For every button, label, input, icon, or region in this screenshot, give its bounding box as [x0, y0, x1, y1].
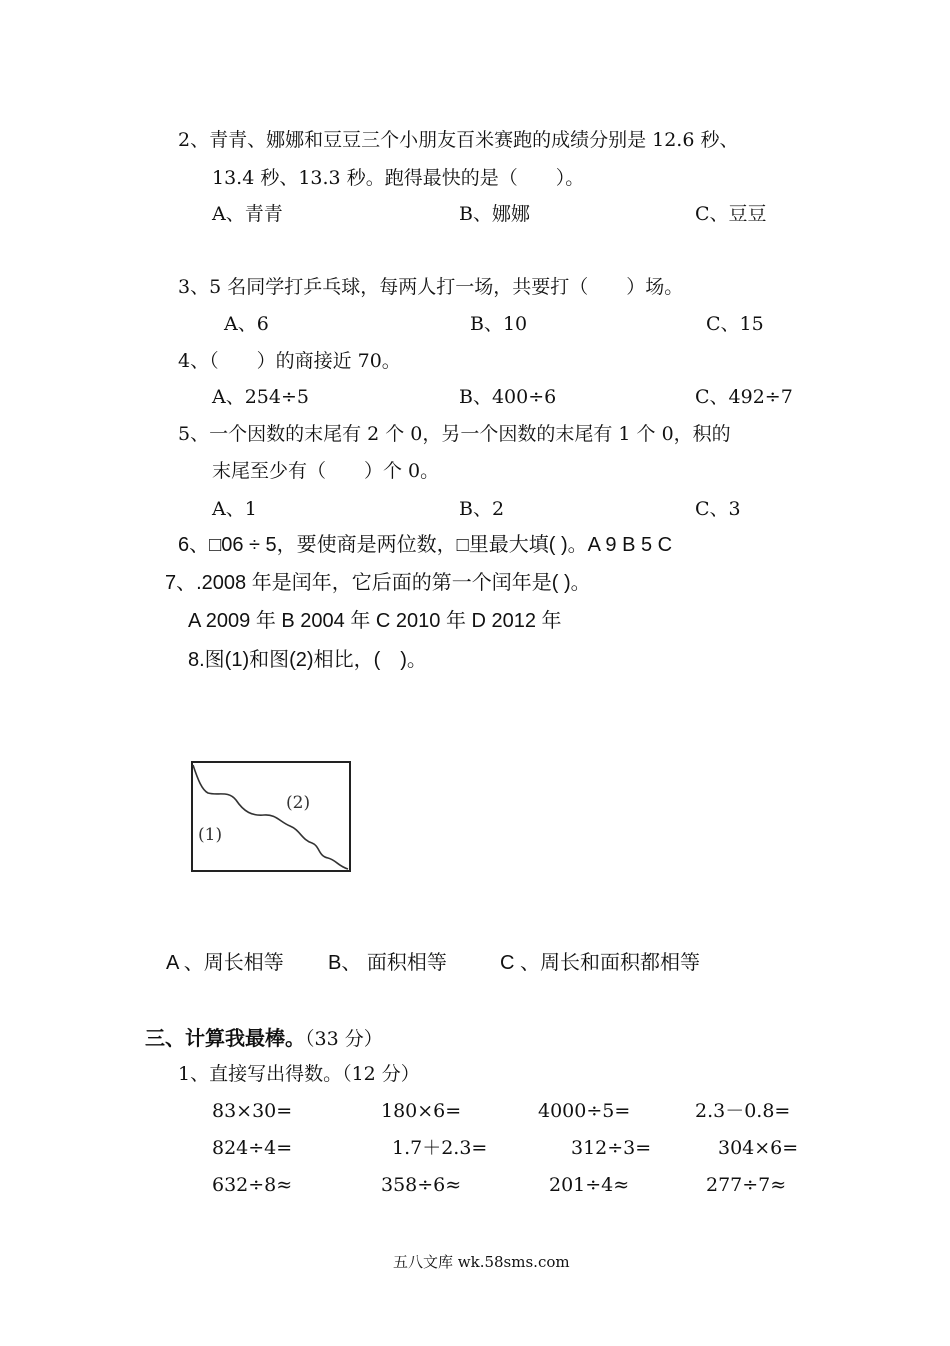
q8-option-b: B、 面积相等 — [328, 952, 447, 974]
calc-item: 201÷4≈ — [549, 1174, 630, 1196]
section3-sub1: 1、直接写出得数。（12 分） — [178, 1063, 420, 1085]
figure-border — [192, 762, 350, 871]
q2-option-b: B、娜娜 — [459, 203, 530, 225]
q5-stem-line1: 5、一个因数的末尾有 2 个 0，另一个因数的末尾有 1 个 0，积的 — [178, 423, 731, 445]
section3-title: 三、计算我最棒。 — [145, 1026, 305, 1050]
q4-option-b: B、400÷6 — [459, 386, 557, 408]
calc-item: 358÷6≈ — [381, 1174, 462, 1196]
q8-stem: 8.图(1)和图(2)相比，( )。 — [188, 649, 427, 671]
calc-item: 824÷4= — [212, 1137, 293, 1159]
q5-option-a: A、1 — [212, 498, 257, 520]
q8-option-a: A 、周长相等 — [166, 952, 284, 974]
figure-label-1: (1) — [198, 825, 223, 845]
calc-item: 632÷8≈ — [212, 1174, 293, 1196]
calc-item: 180×6= — [381, 1100, 462, 1122]
q7-stem: 7、.2008 年是闰年，它后面的第一个闰年是( )。 — [165, 572, 591, 594]
calc-item: 277÷7≈ — [706, 1174, 787, 1196]
q4-option-c: C、492÷7 — [695, 386, 793, 408]
q6-stem: 6、□06 ÷ 5，要使商是两位数，□里最大填( )。A 9 B 5 C — [178, 534, 673, 556]
calc-item: 312÷3= — [571, 1137, 652, 1159]
q7-options: A 2009 年 B 2004 年 C 2010 年 D 2012 年 — [188, 610, 562, 632]
q5-option-b: B、2 — [459, 498, 505, 520]
footer-text: 五八文库 wk.58sms.com — [393, 1253, 570, 1271]
calc-item: 2.3－0.8= — [695, 1100, 791, 1122]
q4-option-a: A、254÷5 — [212, 386, 309, 408]
q8-figure — [190, 760, 354, 876]
calc-item: 304×6= — [718, 1137, 799, 1159]
q2-stem-line1: 2、青青、娜娜和豆豆三个小朋友百米赛跑的成绩分别是 12.6 秒、 — [178, 129, 739, 151]
q5-option-c: C、3 — [695, 498, 741, 520]
section3-score: （33 分） — [305, 1028, 383, 1050]
q4-stem: 4、（ ）的商接近 70。 — [178, 350, 401, 372]
q2-stem-line2: 13.4 秒、13.3 秒。跑得最快的是（ ）。 — [212, 167, 585, 189]
q3-option-c: C、15 — [706, 313, 764, 335]
q3-option-a: A、6 — [224, 313, 269, 335]
calc-item: 1.7＋2.3= — [392, 1137, 488, 1159]
q2-option-a: A、青青 — [212, 203, 283, 225]
calc-item: 83×30= — [212, 1100, 293, 1122]
figure-dividing-curve — [193, 765, 348, 869]
q3-option-b: B、10 — [470, 313, 528, 335]
section3-heading — [145, 1026, 383, 1051]
q5-stem-line2: 末尾至少有（ ）个 0。 — [212, 460, 440, 482]
figure-label-2: (2) — [286, 793, 311, 813]
calc-item: 4000÷5= — [538, 1100, 631, 1122]
q3-stem: 3、5 名同学打乒乓球，每两人打一场，共要打（ ）场。 — [178, 276, 684, 298]
q8-option-c: C 、周长和面积都相等 — [500, 952, 700, 974]
q2-option-c: C、豆豆 — [695, 203, 767, 225]
